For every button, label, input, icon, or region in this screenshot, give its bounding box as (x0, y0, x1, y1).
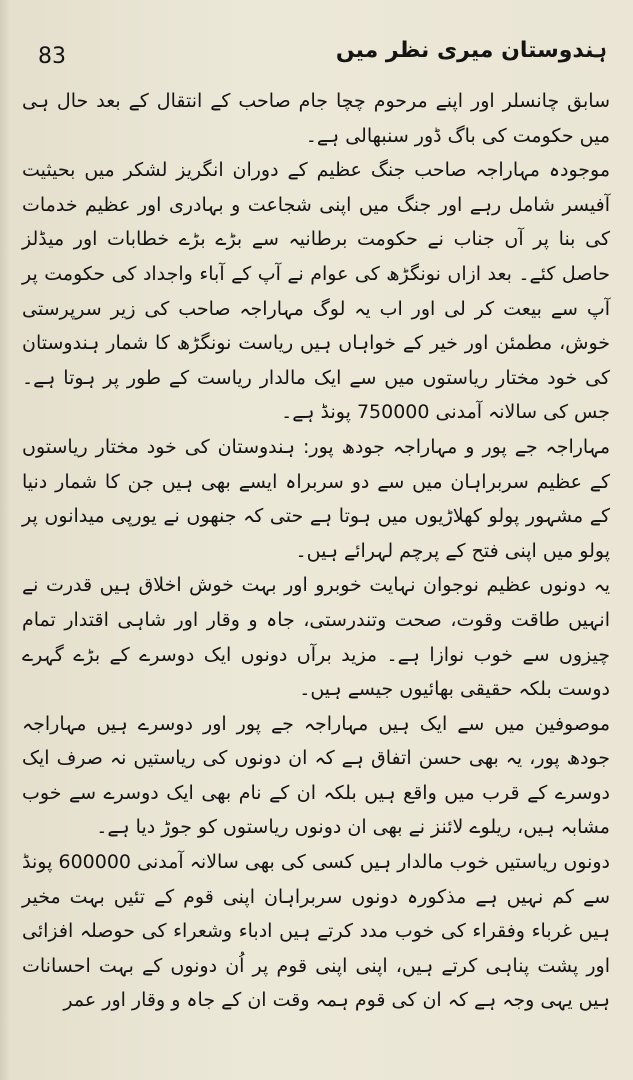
paragraph-5: موصوفین میں سے ایک ہیں مہاراجہ جے پور اور دوسرے ہیں مہاراجہ جودھ پور، یہ بھی حسن اتفاق ہے کہ ان دونوں کی ریاستیں نہ صرف ایک دوسرے کے قرب میں واقع ہیں بلکہ ان کے نام بھی ایک دوسرے سے خوب مشابہ ہیں، ریلوے لائنز نے بھی ان دونوں ریاستوں کو جوڑ دیا ہے۔ (22, 712, 610, 839)
running-title: ہندوستان میری نظر میں (335, 38, 607, 63)
paragraph-1: سابق چانسلر اور اپنے مرحوم چچا جام صاحب کے انتقال کے بعد حال ہی میں حکومت کی باگ ڈور سنبھالی ہے۔ (22, 90, 610, 147)
page-header (0, 38, 633, 80)
paragraph-6: دونوں ریاستیں خوب مالدار ہیں کسی کی بھی سالانہ آمدنی 600000 پونڈ سے کم نہیں ہے مذکورہ دونوں سربراہان اپنی قوم کے تئیں بہت مخیر ہیں غرباء وفقراء کی خوب مدد کرتے ہیں ادباء وشعراء کی حوصلہ افزائی اور پشت پناہی کرتے ہیں، اپنی اپنی قوم پر اُن دونوں کے بہت احسانات ہیں یہی وجہ ہے کہ ان کی قوم ہمہ وقت ان کے جاہ و وقار اور عمر (22, 851, 611, 1012)
page-number: 83 (38, 44, 66, 69)
paragraph-2: موجودہ مہاراجہ صاحب جنگ عظیم کے دوران انگریز لشکر میں بحیثیت آفیسر شامل رہے اور جنگ میں اپنی شجاعت و بہادری اور عظیم خدمات کی بنا پر آں جناب نے حکومت برطانیہ سے بڑے بڑے خطابات اور میڈلز حاصل کئے۔ بعد ازاں نونگڑھ کی عوام نے آپ کے آباء واجداد کی حکومت پر آپ سے بیعت کر لی اور اب یہ لوگ مہاراجہ صاحب کی زیر سرپرستی خوش، مطمئن اور خیر کے خواہاں ہیں ریاست نونگڑھ کا شمار ہندوستان کی خود مختار ریاستوں میں سے ایک مالدار ریاست کے طور پر ہوتا ہے۔ جس کی سالانہ آمدنی 750000 پونڈ ہے۔ (22, 159, 610, 424)
paragraph-3: مہاراجہ جے پور و مہاراجہ جودھ پور: ہندوستان کی خود مختار ریاستوں کے عظیم سربراہان میں سے دو سربراہ ایسے بھی ہیں جن کا شمار دنیا کے مشہور پولو کھلاڑیوں میں ہوتا ہے حتی کہ جنھوں نے یورپی میدانوں پر پولو میں اپنی فتح کے پرچم لہرائے ہیں۔ (22, 435, 610, 562)
body-text (22, 84, 610, 1018)
page-gutter-shadow (0, 0, 10, 1080)
paragraph-4: یہ دونوں عظیم نوجوان نہایت خوبرو اور بہت خوش اخلاق ہیں قدرت نے انہیں طاقت وقوت، صحت وتندرستی، جاہ و وقار اور شاہی اقتدار تمام چیزوں سے خوب نوازا ہے۔ مزید برآں دونوں ایک دوسرے کے بڑے گہرے دوست بلکہ حقیقی بھائیوں جیسے ہیں۔ (22, 574, 610, 701)
